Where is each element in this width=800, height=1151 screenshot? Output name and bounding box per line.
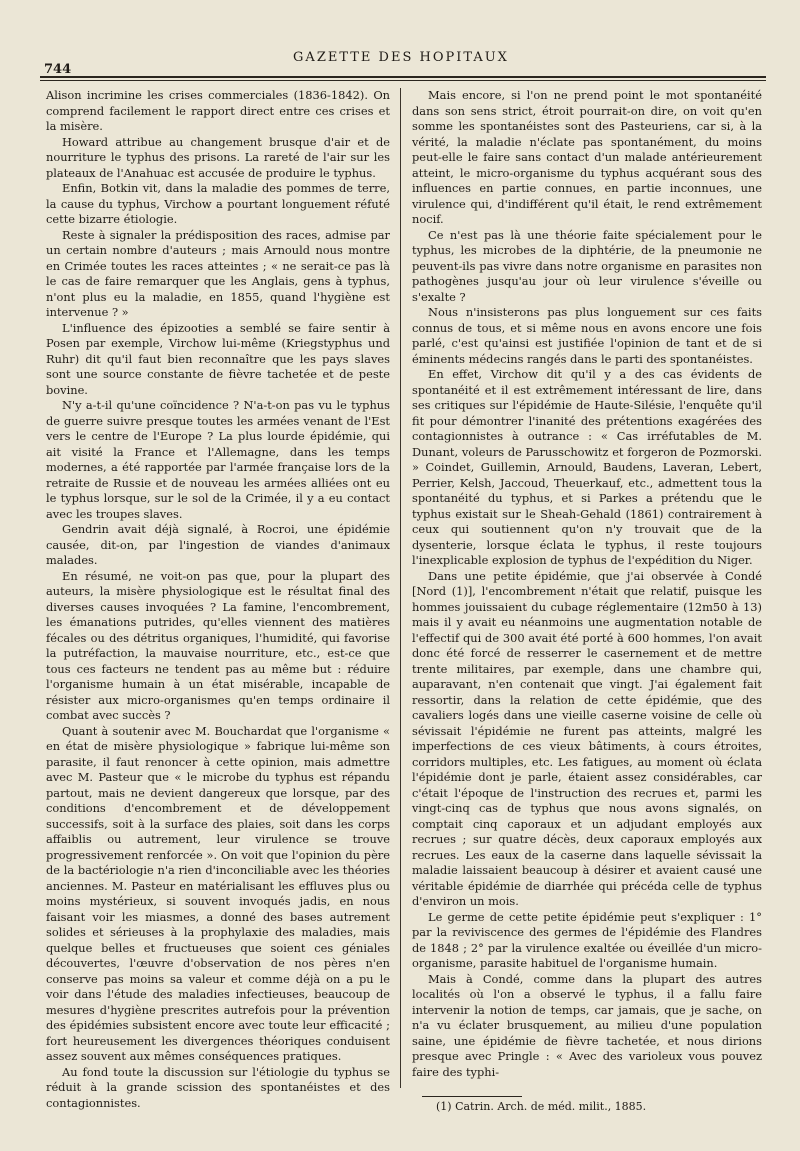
paragraph: Howard attribue au changement brusque d'air et de nourriture le typhus des prisons. La rareté de l'air sur les plateaux de l'Anahuac est accusée de produire le typhus. — [46, 134, 390, 180]
paragraph: En effet, Virchow dit qu'il y a des cas évidents de spontanéité et il est extrêmement intéressant de lire, dans ses critiques sur l'épidémie de Haute-Silésie, l'enquête qu'il fit pour démontrer l'inanité des prétentions exagérées des contagionnistes à outrance : « Cas irréfutables de M. Dunant, voleurs de Parusschowitz et forgeron de Pozmorski. » Coindet, Guillemin, Arnould, Baudens, Laveran, Lebert, Perrier, Kelsh, Jaccoud, Theuerkauf, etc., admettent tous la spontanéité du typhus, et si Parkes a prétendu que le typhus existait sur le Sheah-Gehald (1861) contrairement à ceux qui soutiennent qu'on n'y trouvait que de la dysenterie, lorsque éclata le typhus, il reste toujours l'inexplicable explosion de typhus de l'expédition du Niger. — [412, 367, 762, 567]
column-divider — [400, 88, 401, 1088]
paragraph: N'y a-t-il qu'une coïncidence ? N'a-t-on pas vu le typhus de guerre suivre presque toutes les armées venant de l'Est vers le centre de l'Europe ? La plus lourde épidémie, qui ait visité la France et l'Allemagne, dans les temps modernes, a été rapportée par l'armée française lors de la retraite de Russie et de nouveau les armées alliées ont eu le typhus lorsque, sur le sol de la Crimée, il y a eu contact avec les troupes slaves. — [46, 398, 390, 521]
paragraph: Nous n'insisterons pas plus longuement sur ces faits connus de tous, et si même nous en avons encore une fois parlé, c'est qu'ainsi est justifiée l'opinion de tant et de si éminents médecins rangés dans le parti des spontanéistes. — [412, 305, 762, 366]
right-column — [412, 88, 762, 1080]
paragraph: Au fond toute la discussion sur l'étiologie du typhus se réduit à la grande scission des spontanéistes et des contagionnistes. — [46, 1064, 390, 1110]
paragraph: En résumé, ne voit-on pas que, pour la plupart des auteurs, la misère physiologique est le résultat final des diverses causes invoquées ? La famine, l'encombrement, les émanations putrides, qu'elles viennent des matières fécales ou des détritus organiques, l'humidité, qui favorise la putréfaction, la mauvaise nourriture, etc., est-ce que tous ces facteurs ne tendent pas au même but : réduire l'organisme humain à un état misérable, incapable de résister aux micro-organismes qu'en temps ordinaire il combat avec succès ? — [46, 568, 390, 722]
header-rule-thin — [40, 80, 766, 81]
footnote-rule — [422, 1096, 522, 1097]
page-header — [40, 48, 762, 77]
paragraph: Reste à signaler la prédisposition des races, admise par un certain nombre d'auteurs ; mais Arnould nous montre en Crimée toutes les races atteintes ; « ne serait-ce pas là le cas de faire remarquer que les Anglais, gens à typhus, n'ont plus eu la maladie, en 1855, quand l'hygiène est intervenue ? » — [46, 227, 390, 319]
header-rule — [40, 76, 766, 78]
paragraph: Le germe de cette petite épidémie peut s'expliquer : 1° par la reviviscence des germes de l'épidémie des Flandres de 1848 ; 2° par la virulence exaltée ou éveillée d'un micro-organisme, parasite habituel de l'organisme humain. — [412, 909, 762, 970]
paragraph: Quant à soutenir avec M. Bouchardat que l'organisme « en état de misère physiologique » fabrique lui-même son parasite, il faut renoncer à cette opinion, mais admettre avec M. Pasteur que « le microbe du typhus est répandu partout, mais ne devient dangereux que lorsque, par des conditions d'encombrement et de développement successifs, soit à la surface des plaies, soit dans les corps affaiblis ou autrement, leur virulence se trouve progressivement renforcée ». On voit que l'opinion du père de la bactériologie n'a rien d'inconciliable avec les théories anciennes. M. Pasteur en matérialisant les effluves plus ou moins mystérieux, si souvent invoqués jadis, en nous faisant voir les miasmes, a donné des bases autrement solides et sérieuses à la prophylaxie des maladies, mais quelque belles et fructueuses que soient ces géniales découvertes, l'œuvre d'observation de nos pères n'en conserve pas moins sa valeur et comme déjà on a pu le voir dans l'étude des maladies infectieuses, beaucoup de mesures d'hygiène prescrites autrefois pour la prévention des épidémies subsistent encore avec toute leur efficacité ; fort heureusement les divergences théoriques conduisent assez souvent aux mêmes conséquences pratiques. — [46, 723, 390, 1063]
paragraph: Gendrin avait déjà signalé, à Rocroi, une épidémie causée, dit-on, par l'ingestion de viandes d'animaux malades. — [46, 522, 390, 567]
page-number: 744 — [44, 62, 72, 77]
paragraph: Alison incrimine les crises commerciales (1836-1842). On comprend facilement le rapport direct entre ces crises et la misère. — [46, 88, 390, 133]
paragraph: Mais à Condé, comme dans la plupart des autres localités où l'on a observé le typhus, il a fallu faire intervenir la notion de temps, car jamais, que je sache, on n'a vu éclater brusquement, au milieu d'une population saine, une épidémie de fièvre tachetée, et nous dirions presque avec Pringle : « Avec des varioleux vous pouvez faire des typhi- — [412, 971, 762, 1079]
paragraph: Dans une petite épidémie, que j'ai observée à Condé [Nord (1)], l'encombrement n'était que relatif, puisque les hommes jouissaient du cubage réglementaire (12m50 à 13) mais il y avait eu néanmoins une augmentation notable de l'effectif qui de 300 avait été porté à 600 hommes, l'on avait donc été forcé de resserrer le casernement et de mettre trente militaires, par exemple, dans une chambre qui, auparavant, n'en contenait que vingt. J'ai également fait ressortir, dans la relation de cette épidémie, que des cavaliers logés dans une vieille caserne voisine de celle où sévissait l'épidémie ne furent pas atteints, malgré les imperfections de ces vieux bâtiments, à cours étroites, corridors multiples, etc. Les fatigues, au moment où éclata l'épidémie dont je parle, étaient assez considérables, car c'était l'époque de l'instruction des recrues et, parmi les vingt-cinq cas de typhus que nous avons signalés, on comptait cinq caporaux et un adjudant employés aux recrues ; sur quatre décès, deux caporaux employés aux recrues. Les eaux de la caserne dans laquelle sévissait la maladie laissaient beaucoup à désirer et avaient causé une véritable épidémie de diarrhée qui précéda celle de typhus d'environ un mois. — [412, 568, 762, 908]
left-column — [46, 88, 390, 1111]
paragraph: Mais encore, si l'on ne prend point le mot spontanéité dans son sens strict, étroit pourrait-on dire, on voit qu'en somme les spontanéistes sont des Pasteuriens, car si, à la vérité, la maladie n'éclate pas spontanément, du moins peut-elle le faire sans contact d'un malade antérieurement atteint, le micro-organisme du typhus acquérant sous des influences en partie connues, en partie inconnues, une virulence qui, d'indifférent qu'il était, le rend extrêmement nocif. — [412, 88, 762, 226]
paragraph: Enfin, Botkin vit, dans la maladie des pommes de terre, la cause du typhus, Virchow a pourtant longuement réfuté cette bizarre étiologie. — [46, 181, 390, 226]
running-title: GAZETTE DES HOPITAUX — [293, 50, 509, 65]
footnote: (1) Catrin. Arch. de méd. milit., 1885. — [436, 1100, 647, 1113]
paragraph: L'influence des épizooties a semblé se faire sentir à Posen par exemple, Virchow lui-même (Kriegstyphus und Ruhr) dit qu'il faut bien reconnaître que les pays slaves sont une source constante de fièvre tachetée et de peste bovine. — [46, 320, 390, 397]
paragraph: Ce n'est pas là une théorie faite spécialement pour le typhus, les microbes de la diphtérie, de la pneumonie ne peuvent-ils pas vivre dans notre organisme en parasites non pathogènes jusqu'au jour où leur virulence s'éveille ou s'exalte ? — [412, 227, 762, 304]
